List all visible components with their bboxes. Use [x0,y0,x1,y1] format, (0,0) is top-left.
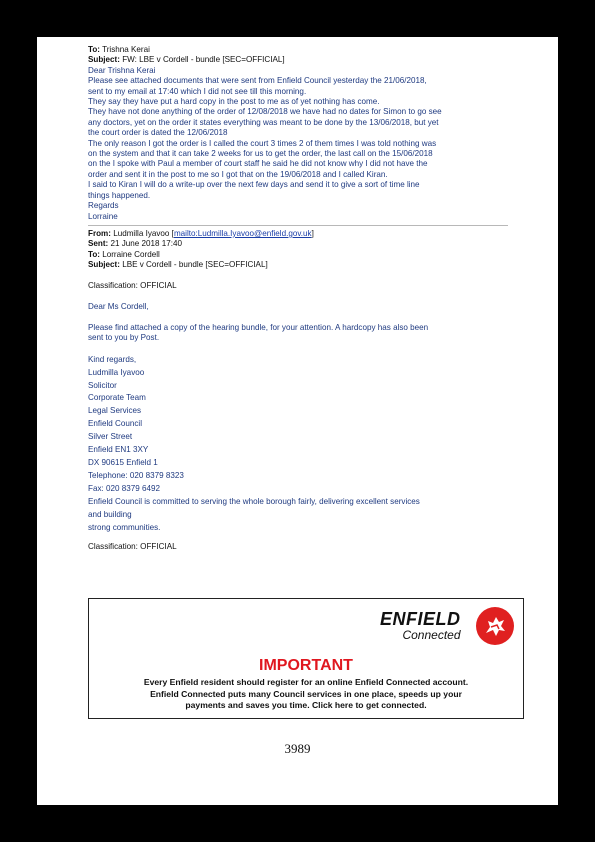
banner-line: Enfield Connected puts many Council services in one place, speeds up your [150,688,462,699]
signature-line: Telephone: 020 8379 8323 [88,470,184,480]
signature-line: Legal Services [88,406,142,416]
body-line: The only reason I got the order is I called the court 3 times 2 of them times I was told nothing was [88,138,437,148]
dragon-emblem-icon [476,607,514,645]
sender-email-link[interactable]: mailto:Ludmilla.Iyavoo@enfield.gov.uk [173,228,312,238]
to-label: To: [88,45,100,54]
signature-line: Ludmilla Iyavoo [88,367,145,377]
to-value: Lorraine Cordell [102,249,160,259]
logo-title: ENFIELD [380,609,461,629]
signature-line: Kind regards, [88,354,137,364]
body-line: on the I spoke with Paul a member of court staff he said he did not know why I did not have the [88,159,428,169]
banner-message [97,677,515,712]
subject-label: Subject: [88,260,120,270]
body-line: any doctors, yet on the order it states everything was meant to be done by the 13/06/2018, but yet [88,117,439,127]
logo-subtitle: Connected [402,628,461,642]
body-line: Regards [88,201,119,211]
banner-line: Every Enfield resident should register for an online Enfield Connected account. [143,677,469,687]
body-line: things happened. [88,190,151,200]
from-value: Ludmilla Iyavoo [ [113,228,174,238]
body-line: They have not done anything of the order of 12/08/2018 we have had no dates for Simon to go see [88,107,442,117]
enfield-connected-banner[interactable] [88,598,524,719]
important-heading: IMPORTANT [259,657,353,674]
subject-value: LBE v Cordell - bundle [SEC=OFFICIAL] [122,260,268,270]
signature-line: strong communities. [88,522,161,532]
signature-block [88,354,518,535]
signature-line: Enfield Council [88,419,142,429]
divider [88,225,508,226]
body-line: Dear Trishna Kerai [88,65,156,75]
page-number: 3989 [284,741,311,756]
body-line: order and sent it in the post to me so I got that on the 19/06/2018 and I called Kiran. [88,169,388,179]
original-from-line [88,229,518,239]
body-line: Lorraine [88,211,118,221]
body-line: Please find attached a copy of the hearing bundle, for your attention. A hardcopy has also been [88,322,429,332]
classification-bottom: Classification: OFFICIAL [88,542,177,552]
signature-line: DX 90615 Enfield 1 [88,457,158,467]
signature-line: Corporate Team [88,393,146,403]
forward-subject-line [88,55,518,65]
subject-label: Subject: [88,55,120,65]
body-line: the court order is dated the 12/06/2018 [88,128,228,138]
signature-line: Silver Street [88,432,133,442]
sent-value: 21 June 2018 17:40 [110,239,183,249]
signature-line: Enfield EN1 3XY [88,445,149,455]
enfield-connected-logo [380,609,461,642]
signature-line: and building [88,509,132,519]
forward-to-line [88,45,518,55]
signature-line: Enfield Council is committed to serving the whole borough fairly, delivering excellent services [88,496,420,506]
body-line: I said to Kiran I will do a write-up over the next few days and send it to give a sort of time line [88,180,420,190]
forward-body [88,66,518,222]
signature-line: Solicitor [88,380,117,390]
body-line: They say they have put a hard copy in the post to me as of yet nothing has come. [88,97,380,107]
email-content [88,45,518,553]
signature-line: Fax: 020 8379 6492 [88,483,161,493]
subject-value: FW: LBE v Cordell - bundle [SEC=OFFICIAL] [122,55,285,65]
banner-line: payments and saves you time. Click here to get connected. [185,700,427,710]
document-page [37,37,558,805]
original-to-line [88,250,518,260]
from-close: ] [311,228,314,238]
greeting: Dear Ms Cordell, [88,301,149,311]
to-value: Trishna Kerai [102,45,150,54]
to-label: To: [88,249,100,259]
original-subject-line [88,260,518,270]
body-line: sent to my email at 17:40 which I did not see till this morning. [88,86,307,96]
original-sent-line [88,239,518,249]
from-label: From: [88,228,111,238]
classification-top: Classification: OFFICIAL [88,280,177,290]
sent-label: Sent: [88,239,109,249]
body-line: on the system and that it can take 2 weeks for us to get the order, the last call on the 15/06/2018 [88,149,433,159]
body-line: sent to you by Post. [88,332,160,342]
body-line: Please see attached documents that were sent from Enfield Council yesterday the 21/06/2018, [88,76,427,86]
